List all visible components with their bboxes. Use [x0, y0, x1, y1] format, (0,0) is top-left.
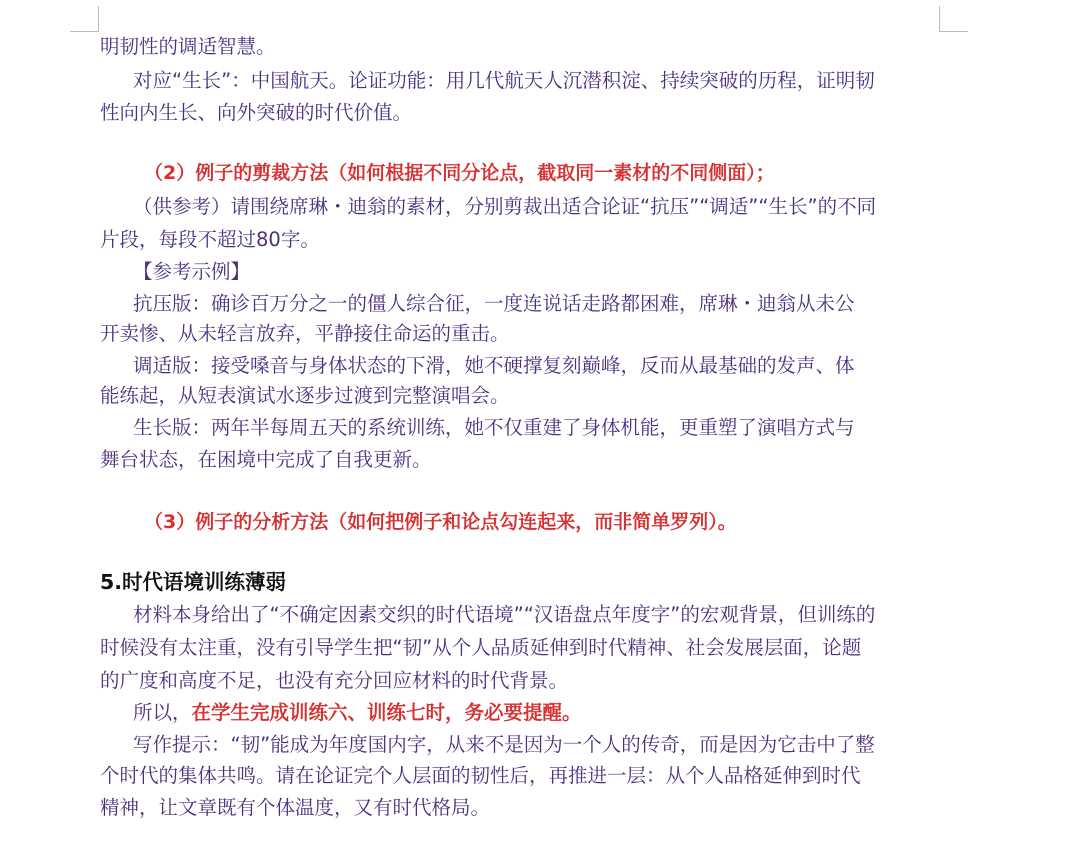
section-subheading: （2）例子的剪裁方法（如何根据不同分论点，截取同一素材的不同侧面）； [144, 162, 775, 184]
paragraph-line: 开卖惨、从未轻言放弃，平静接住命运的重击。 [100, 322, 510, 345]
page-corner-mark-left [98, 6, 99, 32]
paragraph-line: 生长版：两年半每周五天的系统训练，她不仅重建了身体机能，更重塑了演唱方式与 [133, 416, 855, 439]
page-corner-mark-left-h [70, 31, 99, 32]
paragraph-line: 性向内生长、向外突破的时代价值。 [100, 101, 413, 124]
paragraph-line: 精神，让文章既有个体温度，又有时代格局。 [100, 796, 491, 819]
emphasis-text: 在学生完成训练六、训练七时，务必要提醒。 [191, 701, 582, 724]
section-subheading: （3）例子的分析方法（如何把例子和论点勾连起来，而非简单罗列）。 [144, 511, 737, 533]
paragraph-line: 调适版：接受嗓音与身体状态的下滑，她不硬撑复刻巅峰，反而从最基础的发声、体 [133, 354, 855, 377]
paragraph-line: （供参考）请围绕席琳・迪翁的素材，分别剪裁出适合论证“抗压”“调适”“生长”的不同 [133, 195, 877, 218]
paragraph-line [100, 699, 993, 727]
paragraph-line: 材料本身给出了“不确定因素交织的时代语境”“汉语盘点年度字”的宏观背景，但训练的 [133, 603, 876, 626]
paragraph-line: 对应“生长”：中国航天。论证功能：用几代航天人沉潜积淀、持续突破的历程，证明韧 [133, 69, 875, 92]
paragraph-line: 个时代的集体共鸣。请在论证完个人层面的韧性后，再推进一层：从个人品格延伸到时代 [100, 764, 861, 787]
paragraph-line: 写作提示：“韧”能成为年度国内字，从来不是因为一个人的传奇，而是因为它击中了整 [133, 733, 875, 756]
page-corner-mark-right [939, 6, 940, 32]
section-heading: 5.时代语境训练薄弱 [100, 570, 287, 594]
page-corner-mark-right-h [939, 31, 968, 32]
paragraph-line: 时候没有太注重，没有引导学生把“韧”从个人品质延伸到时代精神、社会发展层面，论题 [100, 636, 862, 659]
paragraph-line: 的广度和高度不足，也没有充分回应材料的时代背景。 [100, 669, 569, 692]
paragraph-line: 舞台状态，在困境中完成了自我更新。 [100, 448, 432, 471]
paragraph-line: 能练起，从短表演试水逐步过渡到完整演唱会。 [100, 384, 510, 407]
paragraph-line: 明韧性的调适智慧。 [100, 35, 276, 58]
paragraph-line: 片段，每段不超过80字。 [100, 228, 320, 251]
lead-text: 所以， [133, 701, 192, 724]
paragraph-line: 抗压版：确诊百万分之一的僵人综合征，一度连说话走路都困难，席琳・迪翁从未公 [133, 292, 855, 315]
reference-example-label: 【参考示例】 [133, 260, 251, 283]
